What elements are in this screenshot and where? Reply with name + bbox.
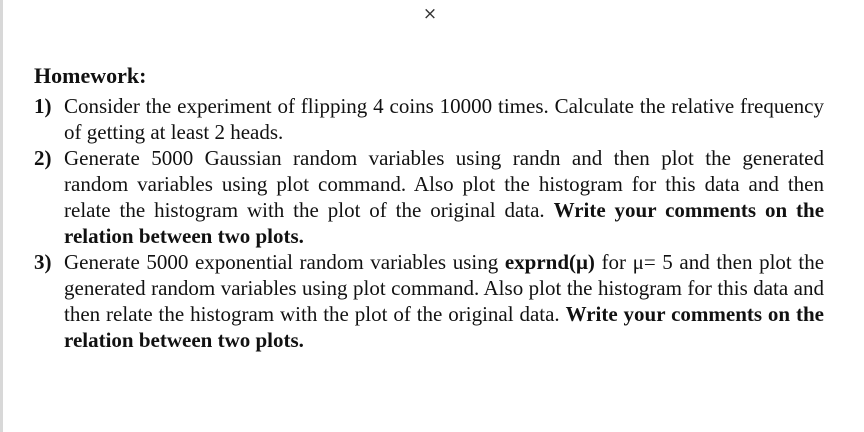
item-number: 1) <box>34 94 52 118</box>
item-text <box>64 249 824 353</box>
item-number: 2) <box>34 146 52 170</box>
homework-heading: Homework: <box>34 63 147 88</box>
item-number: 3) <box>34 250 52 274</box>
item-3-text-after: for μ= 5 and then plot the generated random variables using plot command. Also plot the histogram for this data and then relate the histogram with the plot of the original data. <box>64 250 825 326</box>
item-2-text: Generate 5000 Gaussian random variables using randn and then plot the generated random variables using plot command. Also plot the histogram for this data and then relate the histogram with the plot of the original data. <box>64 146 824 222</box>
item-1-text: Consider the experiment of flipping 4 coins 10000 times. Calculate the relative frequency of getting at least 2 heads. <box>64 94 824 144</box>
homework-document <box>34 62 824 353</box>
item-3-text-before: Generate 5000 exponential random variables using <box>64 250 499 274</box>
close-icon[interactable]: × <box>422 4 438 24</box>
homework-item-3 <box>34 249 824 353</box>
item-2-bold-instruction: Write your comments on the relation between two plots. <box>64 198 825 248</box>
item-text <box>64 145 824 249</box>
item-3-bold-instruction: Write your comments on the relation between two plots. <box>64 302 824 352</box>
homework-item-2 <box>34 145 824 249</box>
item-text <box>64 93 824 145</box>
homework-item-1 <box>34 93 824 145</box>
left-border <box>0 0 3 432</box>
item-3-function: exprnd(μ) <box>504 250 595 274</box>
